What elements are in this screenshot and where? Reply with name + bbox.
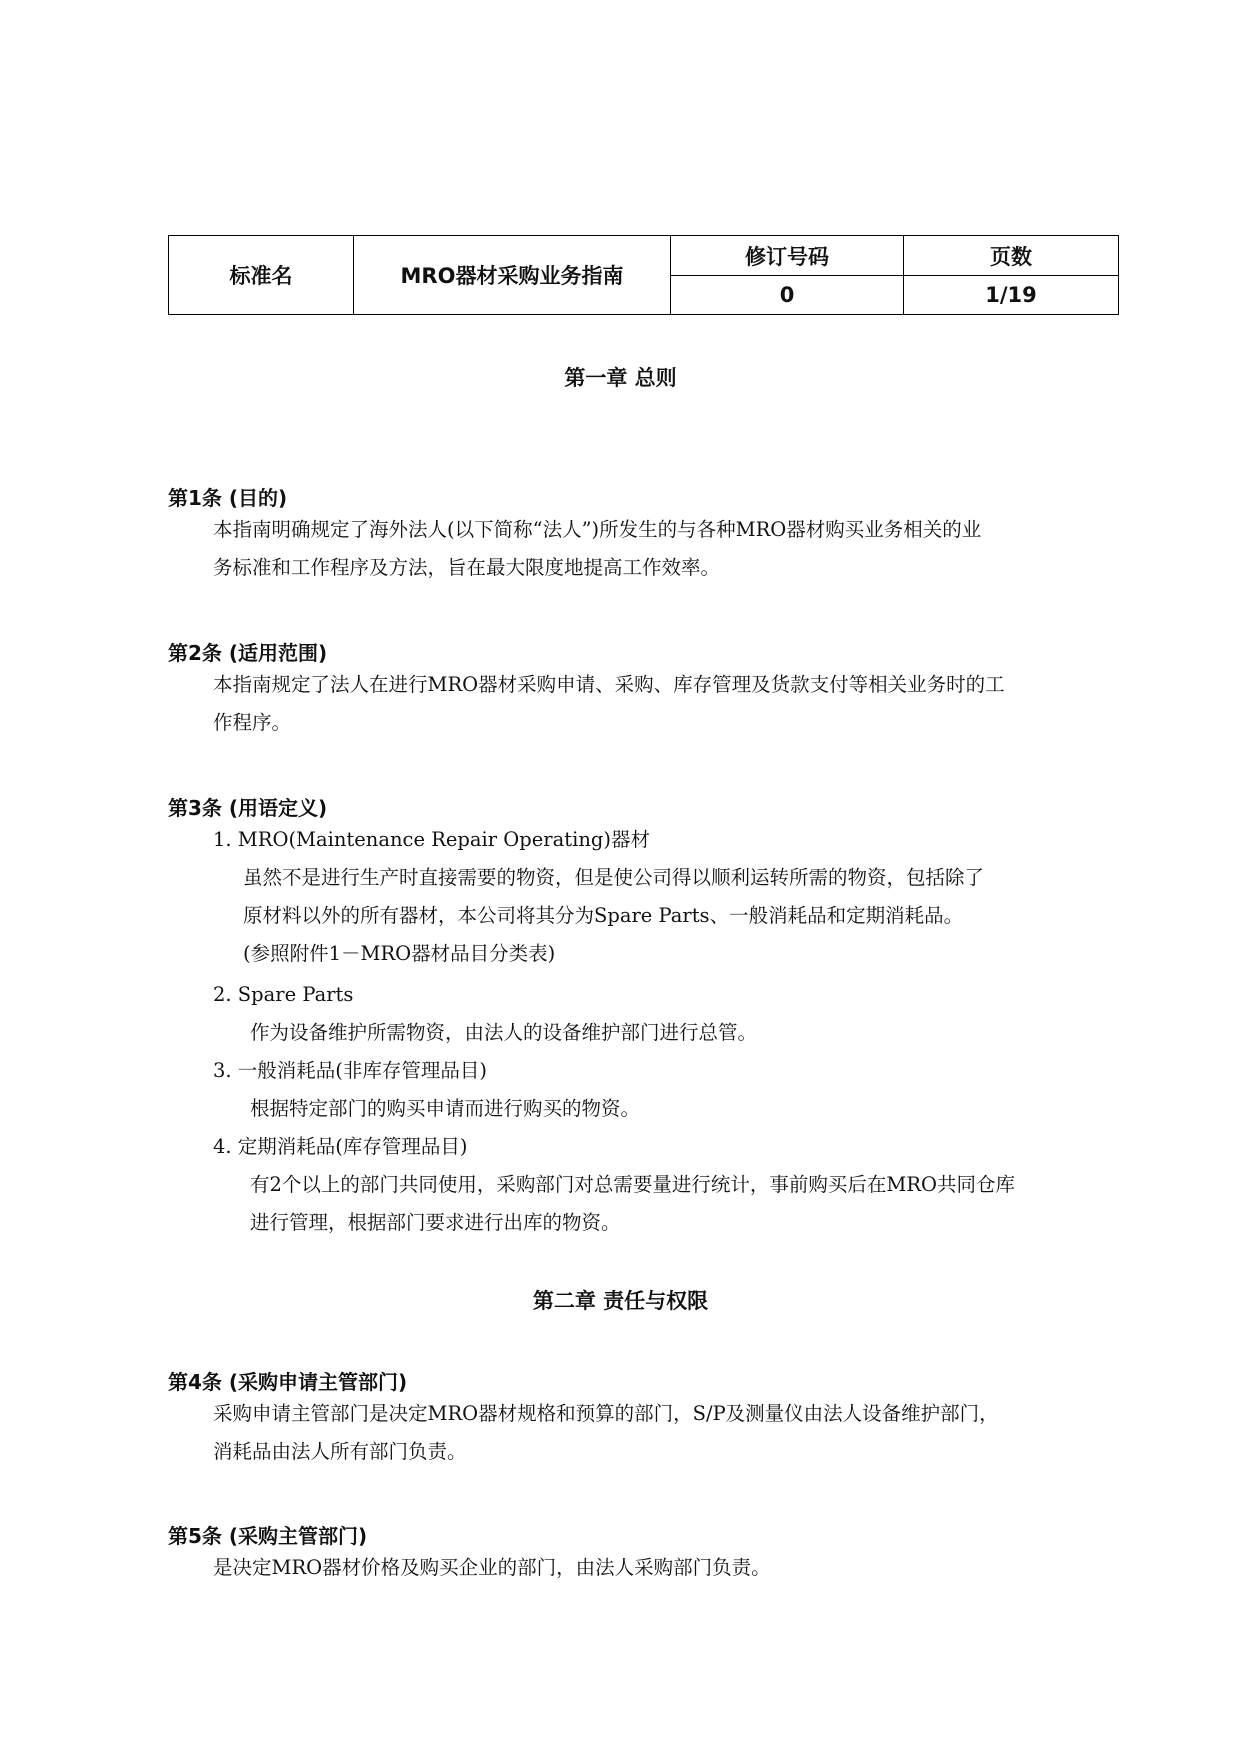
definition-3-title: 3. 一般消耗品(非库存管理品目) (213, 1059, 488, 1082)
revision-label: 修订号码 (671, 236, 904, 276)
chapter-1-title: 第一章 总则 (564, 366, 677, 390)
article-2-line-2: 作程序。 (213, 711, 292, 734)
revision-value: 0 (671, 276, 904, 315)
definition-4-body (250, 1166, 1015, 1242)
definition-1-reference: (参照附件1－MRO器材品目分类表) (243, 942, 556, 965)
definition-1-body (243, 859, 984, 973)
article-3-heading: 第3条 (用语定义) (168, 796, 328, 820)
article-1-line-1: 本指南明确规定了海外法人(以下简称“法人”)所发生的与各种MRO器材购买业务相关的业 (213, 518, 982, 541)
standard-name-value: MRO器材采购业务指南 (354, 236, 671, 315)
article-2-heading: 第2条 (适用范围) (168, 641, 328, 665)
article-2-body (213, 666, 1005, 742)
definition-1-title: 1. MRO(Maintenance Repair Operating)器材 (213, 828, 650, 851)
article-4-line-2: 消耗品由法人所有部门负责。 (213, 1440, 467, 1463)
pages-label: 页数 (904, 236, 1119, 276)
definition-4-line-2: 进行管理，根据部门要求进行出库的物资。 (250, 1211, 621, 1234)
article-5-line-1: 是决定MRO器材价格及购买企业的部门，由法人采购部门负责。 (213, 1556, 771, 1579)
article-4-line-1: 采购申请主管部门是决定MRO器材规格和预算的部门，S/P及测量仪由法人设备维护部门， (213, 1402, 999, 1425)
article-1-heading: 第1条 (目的) (168, 486, 288, 510)
definition-1-line-1: 虽然不是进行生产时直接需要的物资，但是使公司得以顺利运转所需的物资，包括除了 (243, 866, 985, 889)
standard-name-label: 标准名 (169, 236, 354, 315)
definition-4-title: 4. 定期消耗品(库存管理品目) (213, 1135, 468, 1158)
article-1-body (213, 511, 981, 587)
article-1-line-2: 务标准和工作程序及方法，旨在最大限度地提高工作效率。 (213, 556, 721, 579)
article-4-body (213, 1395, 999, 1471)
definition-2-title: 2. Spare Parts (213, 983, 354, 1006)
definition-1-line-2: 原材料以外的所有器材，本公司将其分为Spare Parts、一般消耗品和定期消耗品。 (243, 904, 964, 927)
article-5-heading: 第5条 (采购主管部门) (168, 1524, 368, 1548)
document-header-table (168, 235, 1119, 315)
article-4-heading: 第4条 (采购申请主管部门) (168, 1370, 408, 1394)
definition-2-line-1: 作为设备维护所需物资，由法人的设备维护部门进行总管。 (250, 1021, 758, 1044)
article-2-line-1: 本指南规定了法人在进行MRO器材采购申请、采购、库存管理及货款支付等相关业务时的工 (213, 673, 1005, 696)
pages-value: 1/19 (904, 276, 1119, 315)
definition-3-line-1: 根据特定部门的购买申请而进行购买的物资。 (250, 1097, 641, 1120)
chapter-2-title: 第二章 责任与权限 (532, 1289, 709, 1313)
definition-4-line-1: 有2个以上的部门共同使用，采购部门对总需要量进行统计，事前购买后在MRO共同仓库 (250, 1173, 1016, 1196)
